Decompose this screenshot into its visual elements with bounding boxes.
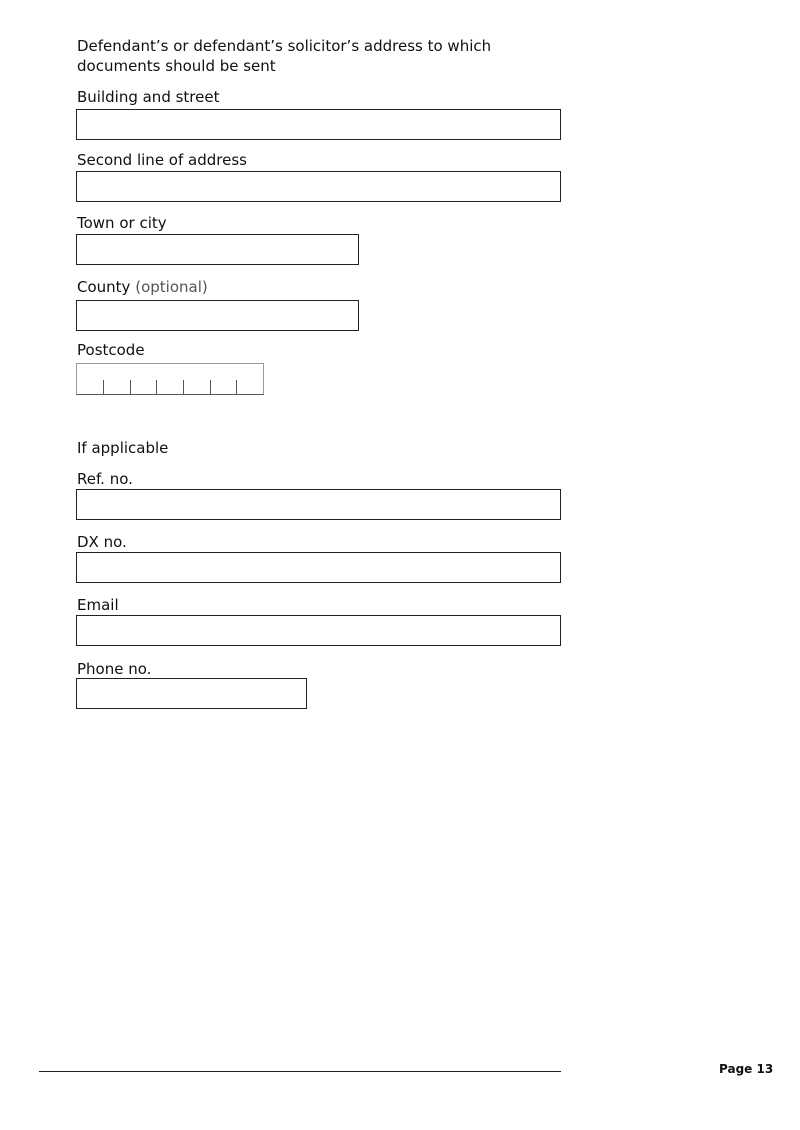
address-section-heading: Defendant’s or defendant’s solicitor’s address to which documents should be sent bbox=[77, 37, 492, 75]
postcode-label: Postcode bbox=[77, 341, 145, 359]
building-street-label: Building and street bbox=[77, 88, 220, 106]
dx-no-field[interactable] bbox=[76, 552, 561, 583]
email-label: Email bbox=[77, 596, 119, 614]
county-field[interactable] bbox=[76, 300, 359, 331]
dx-no-label: DX no. bbox=[77, 533, 127, 551]
town-city-field[interactable] bbox=[76, 234, 359, 265]
postcode-divider bbox=[183, 380, 184, 394]
second-line-field[interactable] bbox=[76, 171, 561, 202]
email-field[interactable] bbox=[76, 615, 561, 646]
county-optional-hint: (optional) bbox=[135, 278, 208, 296]
postcode-field[interactable] bbox=[76, 363, 264, 395]
postcode-divider bbox=[156, 380, 157, 394]
if-applicable-heading: If applicable bbox=[77, 439, 169, 457]
building-street-field[interactable] bbox=[76, 109, 561, 140]
county-label-text: County bbox=[77, 278, 131, 296]
footer-rule bbox=[39, 1071, 561, 1072]
phone-no-field[interactable] bbox=[76, 678, 307, 709]
town-city-label: Town or city bbox=[77, 214, 167, 232]
ref-no-field[interactable] bbox=[76, 489, 561, 520]
postcode-divider bbox=[130, 380, 131, 394]
ref-no-label: Ref. no. bbox=[77, 470, 133, 488]
county-label bbox=[77, 277, 208, 297]
page-number: Page 13 bbox=[719, 1062, 774, 1076]
second-line-label: Second line of address bbox=[77, 151, 247, 169]
phone-no-label: Phone no. bbox=[77, 660, 152, 678]
postcode-divider bbox=[103, 380, 104, 394]
postcode-divider bbox=[236, 380, 237, 394]
postcode-divider bbox=[210, 380, 211, 394]
